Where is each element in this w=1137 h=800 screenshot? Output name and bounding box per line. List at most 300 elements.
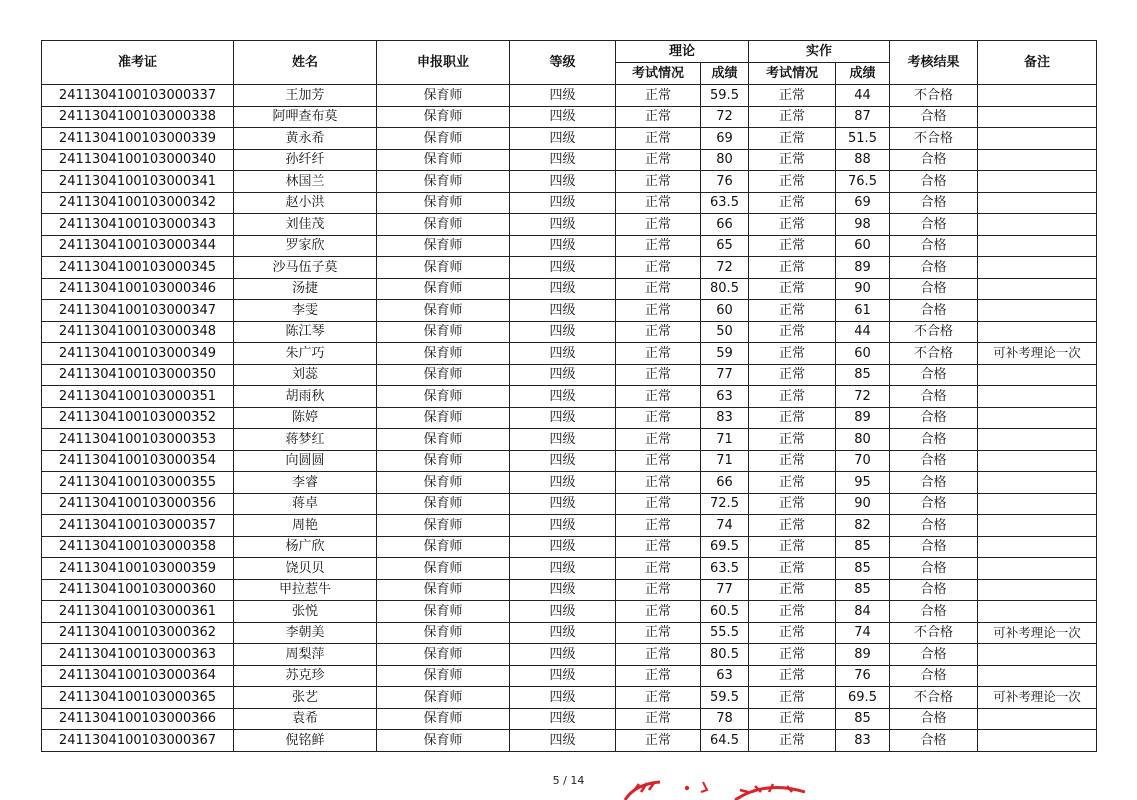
cell-occupation: 保育师 xyxy=(377,192,510,214)
cell-name: 陈江琴 xyxy=(234,321,377,343)
cell-occupation: 保育师 xyxy=(377,171,510,193)
cell-theory-score: 72 xyxy=(701,257,749,279)
cell-result: 合格 xyxy=(890,665,978,687)
table-row xyxy=(42,407,1097,429)
cell-theory-score: 69 xyxy=(701,128,749,150)
cell-level: 四级 xyxy=(510,128,616,150)
cell-theory-score: 72.5 xyxy=(701,493,749,515)
cell-theory-score: 66 xyxy=(701,472,749,494)
cell-practice-status: 正常 xyxy=(749,235,836,257)
cell-level: 四级 xyxy=(510,622,616,644)
cell-practice-status: 正常 xyxy=(749,622,836,644)
cell-level: 四级 xyxy=(510,192,616,214)
table-row xyxy=(42,128,1097,150)
cell-name: 李朝美 xyxy=(234,622,377,644)
cell-admission-no: 2411304100103000358 xyxy=(42,536,234,558)
cell-result: 合格 xyxy=(890,708,978,730)
cell-theory-status: 正常 xyxy=(616,493,701,515)
cell-result: 不合格 xyxy=(890,622,978,644)
header-note: 备注 xyxy=(978,41,1097,85)
cell-practice-status: 正常 xyxy=(749,128,836,150)
cell-result: 合格 xyxy=(890,450,978,472)
cell-theory-score: 69.5 xyxy=(701,536,749,558)
cell-theory-score: 76 xyxy=(701,171,749,193)
table-row xyxy=(42,472,1097,494)
cell-admission-no: 2411304100103000345 xyxy=(42,257,234,279)
cell-theory-score: 63 xyxy=(701,665,749,687)
cell-theory-score: 65 xyxy=(701,235,749,257)
cell-result: 合格 xyxy=(890,364,978,386)
cell-admission-no: 2411304100103000360 xyxy=(42,579,234,601)
table-row xyxy=(42,515,1097,537)
cell-practice-score: 76.5 xyxy=(836,171,890,193)
cell-level: 四级 xyxy=(510,558,616,580)
cell-level: 四级 xyxy=(510,235,616,257)
cell-note xyxy=(978,493,1097,515)
table-row xyxy=(42,257,1097,279)
header-admission-no: 准考证 xyxy=(42,41,234,85)
cell-occupation: 保育师 xyxy=(377,601,510,623)
cell-admission-no: 2411304100103000367 xyxy=(42,730,234,752)
header-theory: 理论 xyxy=(616,41,749,63)
cell-note xyxy=(978,601,1097,623)
table-row xyxy=(42,149,1097,171)
cell-name: 袁希 xyxy=(234,708,377,730)
cell-note xyxy=(978,708,1097,730)
table-row xyxy=(42,665,1097,687)
cell-note xyxy=(978,429,1097,451)
cell-theory-score: 50 xyxy=(701,321,749,343)
cell-practice-status: 正常 xyxy=(749,536,836,558)
cell-occupation: 保育师 xyxy=(377,128,510,150)
cell-theory-status: 正常 xyxy=(616,665,701,687)
cell-admission-no: 2411304100103000348 xyxy=(42,321,234,343)
table-row xyxy=(42,321,1097,343)
cell-practice-status: 正常 xyxy=(749,214,836,236)
cell-occupation: 保育师 xyxy=(377,343,510,365)
cell-admission-no: 2411304100103000340 xyxy=(42,149,234,171)
cell-note: 可补考理论一次 xyxy=(978,343,1097,365)
table-row xyxy=(42,579,1097,601)
cell-level: 四级 xyxy=(510,644,616,666)
cell-level: 四级 xyxy=(510,536,616,558)
cell-practice-status: 正常 xyxy=(749,257,836,279)
cell-result: 合格 xyxy=(890,171,978,193)
cell-theory-status: 正常 xyxy=(616,364,701,386)
cell-admission-no: 2411304100103000366 xyxy=(42,708,234,730)
cell-result: 合格 xyxy=(890,579,978,601)
cell-practice-score: 89 xyxy=(836,644,890,666)
table-row xyxy=(42,214,1097,236)
table-row xyxy=(42,493,1097,515)
cell-note xyxy=(978,321,1097,343)
cell-practice-status: 正常 xyxy=(749,665,836,687)
cell-note xyxy=(978,386,1097,408)
cell-practice-score: 85 xyxy=(836,536,890,558)
cell-admission-no: 2411304100103000339 xyxy=(42,128,234,150)
cell-theory-status: 正常 xyxy=(616,601,701,623)
cell-admission-no: 2411304100103000351 xyxy=(42,386,234,408)
cell-result: 合格 xyxy=(890,214,978,236)
cell-theory-score: 71 xyxy=(701,429,749,451)
cell-note xyxy=(978,665,1097,687)
cell-theory-status: 正常 xyxy=(616,235,701,257)
header-theory-score: 成绩 xyxy=(701,63,749,85)
cell-occupation: 保育师 xyxy=(377,515,510,537)
header-occupation: 申报职业 xyxy=(377,41,510,85)
table-row xyxy=(42,364,1097,386)
cell-occupation: 保育师 xyxy=(377,472,510,494)
cell-occupation: 保育师 xyxy=(377,687,510,709)
cell-practice-status: 正常 xyxy=(749,429,836,451)
cell-result: 不合格 xyxy=(890,343,978,365)
cell-name: 林国兰 xyxy=(234,171,377,193)
cell-occupation: 保育师 xyxy=(377,493,510,515)
cell-theory-score: 80.5 xyxy=(701,644,749,666)
cell-admission-no: 2411304100103000337 xyxy=(42,85,234,107)
cell-occupation: 保育师 xyxy=(377,321,510,343)
cell-practice-status: 正常 xyxy=(749,149,836,171)
cell-level: 四级 xyxy=(510,149,616,171)
cell-result: 合格 xyxy=(890,644,978,666)
cell-occupation: 保育师 xyxy=(377,536,510,558)
table-row xyxy=(42,171,1097,193)
cell-name: 向圆圆 xyxy=(234,450,377,472)
cell-practice-status: 正常 xyxy=(749,171,836,193)
table-row xyxy=(42,343,1097,365)
cell-result: 合格 xyxy=(890,149,978,171)
cell-practice-status: 正常 xyxy=(749,644,836,666)
cell-practice-score: 87 xyxy=(836,106,890,128)
table-row xyxy=(42,536,1097,558)
cell-note xyxy=(978,515,1097,537)
cell-occupation: 保育师 xyxy=(377,149,510,171)
cell-theory-status: 正常 xyxy=(616,622,701,644)
cell-practice-status: 正常 xyxy=(749,730,836,752)
cell-name: 倪铭鲜 xyxy=(234,730,377,752)
cell-practice-score: 90 xyxy=(836,278,890,300)
cell-theory-score: 80 xyxy=(701,149,749,171)
cell-occupation: 保育师 xyxy=(377,730,510,752)
cell-level: 四级 xyxy=(510,106,616,128)
cell-practice-status: 正常 xyxy=(749,192,836,214)
cell-practice-status: 正常 xyxy=(749,472,836,494)
cell-practice-status: 正常 xyxy=(749,493,836,515)
cell-practice-score: 84 xyxy=(836,601,890,623)
cell-name: 黄永希 xyxy=(234,128,377,150)
cell-practice-score: 83 xyxy=(836,730,890,752)
cell-practice-score: 69 xyxy=(836,192,890,214)
cell-level: 四级 xyxy=(510,579,616,601)
cell-occupation: 保育师 xyxy=(377,364,510,386)
cell-level: 四级 xyxy=(510,214,616,236)
cell-admission-no: 2411304100103000350 xyxy=(42,364,234,386)
cell-note xyxy=(978,106,1097,128)
cell-result: 合格 xyxy=(890,386,978,408)
cell-theory-status: 正常 xyxy=(616,579,701,601)
cell-admission-no: 2411304100103000354 xyxy=(42,450,234,472)
header-practice-score: 成绩 xyxy=(836,63,890,85)
cell-admission-no: 2411304100103000363 xyxy=(42,644,234,666)
cell-admission-no: 2411304100103000338 xyxy=(42,106,234,128)
cell-level: 四级 xyxy=(510,429,616,451)
cell-practice-score: 82 xyxy=(836,515,890,537)
cell-result: 不合格 xyxy=(890,85,978,107)
cell-admission-no: 2411304100103000365 xyxy=(42,687,234,709)
cell-note xyxy=(978,128,1097,150)
cell-theory-score: 63.5 xyxy=(701,192,749,214)
cell-name: 李雯 xyxy=(234,300,377,322)
cell-practice-score: 80 xyxy=(836,429,890,451)
cell-practice-status: 正常 xyxy=(749,85,836,107)
cell-practice-status: 正常 xyxy=(749,450,836,472)
table-row xyxy=(42,730,1097,752)
cell-note xyxy=(978,558,1097,580)
cell-note xyxy=(978,214,1097,236)
cell-level: 四级 xyxy=(510,665,616,687)
cell-theory-status: 正常 xyxy=(616,171,701,193)
cell-admission-no: 2411304100103000359 xyxy=(42,558,234,580)
header-theory-status: 考试情况 xyxy=(616,63,701,85)
cell-occupation: 保育师 xyxy=(377,644,510,666)
cell-name: 甲拉惹牛 xyxy=(234,579,377,601)
cell-result: 合格 xyxy=(890,472,978,494)
cell-name: 张悦 xyxy=(234,601,377,623)
cell-practice-status: 正常 xyxy=(749,708,836,730)
cell-level: 四级 xyxy=(510,493,616,515)
cell-name: 饶贝贝 xyxy=(234,558,377,580)
cell-note xyxy=(978,171,1097,193)
cell-admission-no: 2411304100103000347 xyxy=(42,300,234,322)
cell-level: 四级 xyxy=(510,300,616,322)
cell-result: 不合格 xyxy=(890,321,978,343)
cell-note xyxy=(978,257,1097,279)
cell-note xyxy=(978,730,1097,752)
cell-admission-no: 2411304100103000346 xyxy=(42,278,234,300)
cell-name: 李睿 xyxy=(234,472,377,494)
cell-level: 四级 xyxy=(510,601,616,623)
cell-name: 刘蕊 xyxy=(234,364,377,386)
cell-name: 赵小洪 xyxy=(234,192,377,214)
cell-practice-status: 正常 xyxy=(749,386,836,408)
cell-name: 阿呷查布莫 xyxy=(234,106,377,128)
cell-practice-status: 正常 xyxy=(749,343,836,365)
cell-theory-status: 正常 xyxy=(616,214,701,236)
table-row xyxy=(42,106,1097,128)
cell-theory-status: 正常 xyxy=(616,515,701,537)
cell-theory-score: 60 xyxy=(701,300,749,322)
table-header xyxy=(42,41,1097,85)
cell-theory-score: 66 xyxy=(701,214,749,236)
table-row xyxy=(42,429,1097,451)
cell-theory-score: 80.5 xyxy=(701,278,749,300)
header-level: 等级 xyxy=(510,41,616,85)
cell-practice-score: 69.5 xyxy=(836,687,890,709)
cell-practice-score: 76 xyxy=(836,665,890,687)
cell-note xyxy=(978,192,1097,214)
cell-theory-status: 正常 xyxy=(616,149,701,171)
table-row xyxy=(42,622,1097,644)
cell-practice-score: 72 xyxy=(836,386,890,408)
cell-level: 四级 xyxy=(510,407,616,429)
table-row xyxy=(42,85,1097,107)
cell-level: 四级 xyxy=(510,364,616,386)
table-row xyxy=(42,386,1097,408)
cell-occupation: 保育师 xyxy=(377,85,510,107)
cell-admission-no: 2411304100103000344 xyxy=(42,235,234,257)
cell-theory-status: 正常 xyxy=(616,644,701,666)
cell-admission-no: 2411304100103000355 xyxy=(42,472,234,494)
cell-theory-status: 正常 xyxy=(616,300,701,322)
cell-note xyxy=(978,85,1097,107)
cell-theory-status: 正常 xyxy=(616,407,701,429)
cell-level: 四级 xyxy=(510,321,616,343)
cell-name: 蒋梦红 xyxy=(234,429,377,451)
cell-name: 苏克珍 xyxy=(234,665,377,687)
cell-practice-status: 正常 xyxy=(749,106,836,128)
cell-result: 合格 xyxy=(890,300,978,322)
cell-level: 四级 xyxy=(510,386,616,408)
cell-level: 四级 xyxy=(510,450,616,472)
cell-name: 刘佳茂 xyxy=(234,214,377,236)
cell-practice-score: 60 xyxy=(836,235,890,257)
cell-result: 合格 xyxy=(890,278,978,300)
cell-admission-no: 2411304100103000341 xyxy=(42,171,234,193)
cell-theory-score: 59.5 xyxy=(701,687,749,709)
cell-level: 四级 xyxy=(510,257,616,279)
cell-practice-status: 正常 xyxy=(749,364,836,386)
table-row xyxy=(42,300,1097,322)
cell-result: 合格 xyxy=(890,106,978,128)
cell-theory-status: 正常 xyxy=(616,687,701,709)
cell-theory-status: 正常 xyxy=(616,278,701,300)
cell-practice-status: 正常 xyxy=(749,687,836,709)
cell-admission-no: 2411304100103000361 xyxy=(42,601,234,623)
table-row xyxy=(42,192,1097,214)
cell-occupation: 保育师 xyxy=(377,386,510,408)
cell-name: 蒋卓 xyxy=(234,493,377,515)
cell-theory-status: 正常 xyxy=(616,558,701,580)
table-row xyxy=(42,708,1097,730)
cell-theory-status: 正常 xyxy=(616,386,701,408)
cell-name: 陈婷 xyxy=(234,407,377,429)
cell-result: 不合格 xyxy=(890,128,978,150)
cell-note xyxy=(978,149,1097,171)
cell-theory-score: 55.5 xyxy=(701,622,749,644)
cell-name: 周梨萍 xyxy=(234,644,377,666)
cell-admission-no: 2411304100103000357 xyxy=(42,515,234,537)
cell-occupation: 保育师 xyxy=(377,429,510,451)
cell-occupation: 保育师 xyxy=(377,214,510,236)
cell-practice-status: 正常 xyxy=(749,407,836,429)
cell-theory-score: 59 xyxy=(701,343,749,365)
header-practice: 实作 xyxy=(749,41,890,63)
cell-note: 可补考理论一次 xyxy=(978,622,1097,644)
table-row xyxy=(42,558,1097,580)
cell-theory-status: 正常 xyxy=(616,450,701,472)
cell-practice-status: 正常 xyxy=(749,601,836,623)
cell-occupation: 保育师 xyxy=(377,558,510,580)
cell-level: 四级 xyxy=(510,343,616,365)
cell-result: 合格 xyxy=(890,601,978,623)
cell-note xyxy=(978,300,1097,322)
red-seal-stamp xyxy=(615,778,820,800)
cell-name: 沙马伍子莫 xyxy=(234,257,377,279)
table-row xyxy=(42,235,1097,257)
table-row xyxy=(42,644,1097,666)
cell-theory-status: 正常 xyxy=(616,730,701,752)
cell-practice-score: 85 xyxy=(836,558,890,580)
cell-theory-status: 正常 xyxy=(616,257,701,279)
cell-level: 四级 xyxy=(510,687,616,709)
cell-result: 合格 xyxy=(890,407,978,429)
cell-admission-no: 2411304100103000349 xyxy=(42,343,234,365)
cell-level: 四级 xyxy=(510,171,616,193)
cell-occupation: 保育师 xyxy=(377,665,510,687)
cell-result: 合格 xyxy=(890,235,978,257)
cell-practice-score: 61 xyxy=(836,300,890,322)
cell-practice-score: 85 xyxy=(836,708,890,730)
cell-theory-score: 71 xyxy=(701,450,749,472)
cell-practice-score: 88 xyxy=(836,149,890,171)
cell-practice-score: 60 xyxy=(836,343,890,365)
cell-practice-score: 85 xyxy=(836,579,890,601)
cell-admission-no: 2411304100103000356 xyxy=(42,493,234,515)
cell-theory-score: 64.5 xyxy=(701,730,749,752)
cell-theory-status: 正常 xyxy=(616,321,701,343)
cell-admission-no: 2411304100103000352 xyxy=(42,407,234,429)
cell-practice-status: 正常 xyxy=(749,321,836,343)
cell-admission-no: 2411304100103000362 xyxy=(42,622,234,644)
cell-result: 合格 xyxy=(890,558,978,580)
cell-occupation: 保育师 xyxy=(377,106,510,128)
cell-admission-no: 2411304100103000353 xyxy=(42,429,234,451)
cell-practice-score: 44 xyxy=(836,85,890,107)
cell-note xyxy=(978,579,1097,601)
cell-practice-score: 74 xyxy=(836,622,890,644)
cell-theory-score: 77 xyxy=(701,579,749,601)
cell-result: 合格 xyxy=(890,730,978,752)
cell-practice-score: 89 xyxy=(836,407,890,429)
cell-occupation: 保育师 xyxy=(377,407,510,429)
cell-admission-no: 2411304100103000342 xyxy=(42,192,234,214)
cell-theory-status: 正常 xyxy=(616,85,701,107)
cell-name: 王加芳 xyxy=(234,85,377,107)
cell-practice-score: 98 xyxy=(836,214,890,236)
table-body xyxy=(42,85,1097,752)
cell-result: 合格 xyxy=(890,536,978,558)
cell-theory-score: 74 xyxy=(701,515,749,537)
cell-practice-status: 正常 xyxy=(749,278,836,300)
header-name: 姓名 xyxy=(234,41,377,85)
cell-result: 合格 xyxy=(890,493,978,515)
cell-note xyxy=(978,450,1097,472)
table-row xyxy=(42,687,1097,709)
table-row xyxy=(42,601,1097,623)
cell-practice-status: 正常 xyxy=(749,515,836,537)
cell-occupation: 保育师 xyxy=(377,235,510,257)
cell-result: 不合格 xyxy=(890,687,978,709)
cell-level: 四级 xyxy=(510,730,616,752)
cell-theory-status: 正常 xyxy=(616,343,701,365)
cell-practice-score: 95 xyxy=(836,472,890,494)
cell-theory-score: 60.5 xyxy=(701,601,749,623)
cell-note: 可补考理论一次 xyxy=(978,687,1097,709)
cell-result: 合格 xyxy=(890,515,978,537)
cell-occupation: 保育师 xyxy=(377,450,510,472)
cell-name: 杨广欣 xyxy=(234,536,377,558)
cell-practice-score: 70 xyxy=(836,450,890,472)
